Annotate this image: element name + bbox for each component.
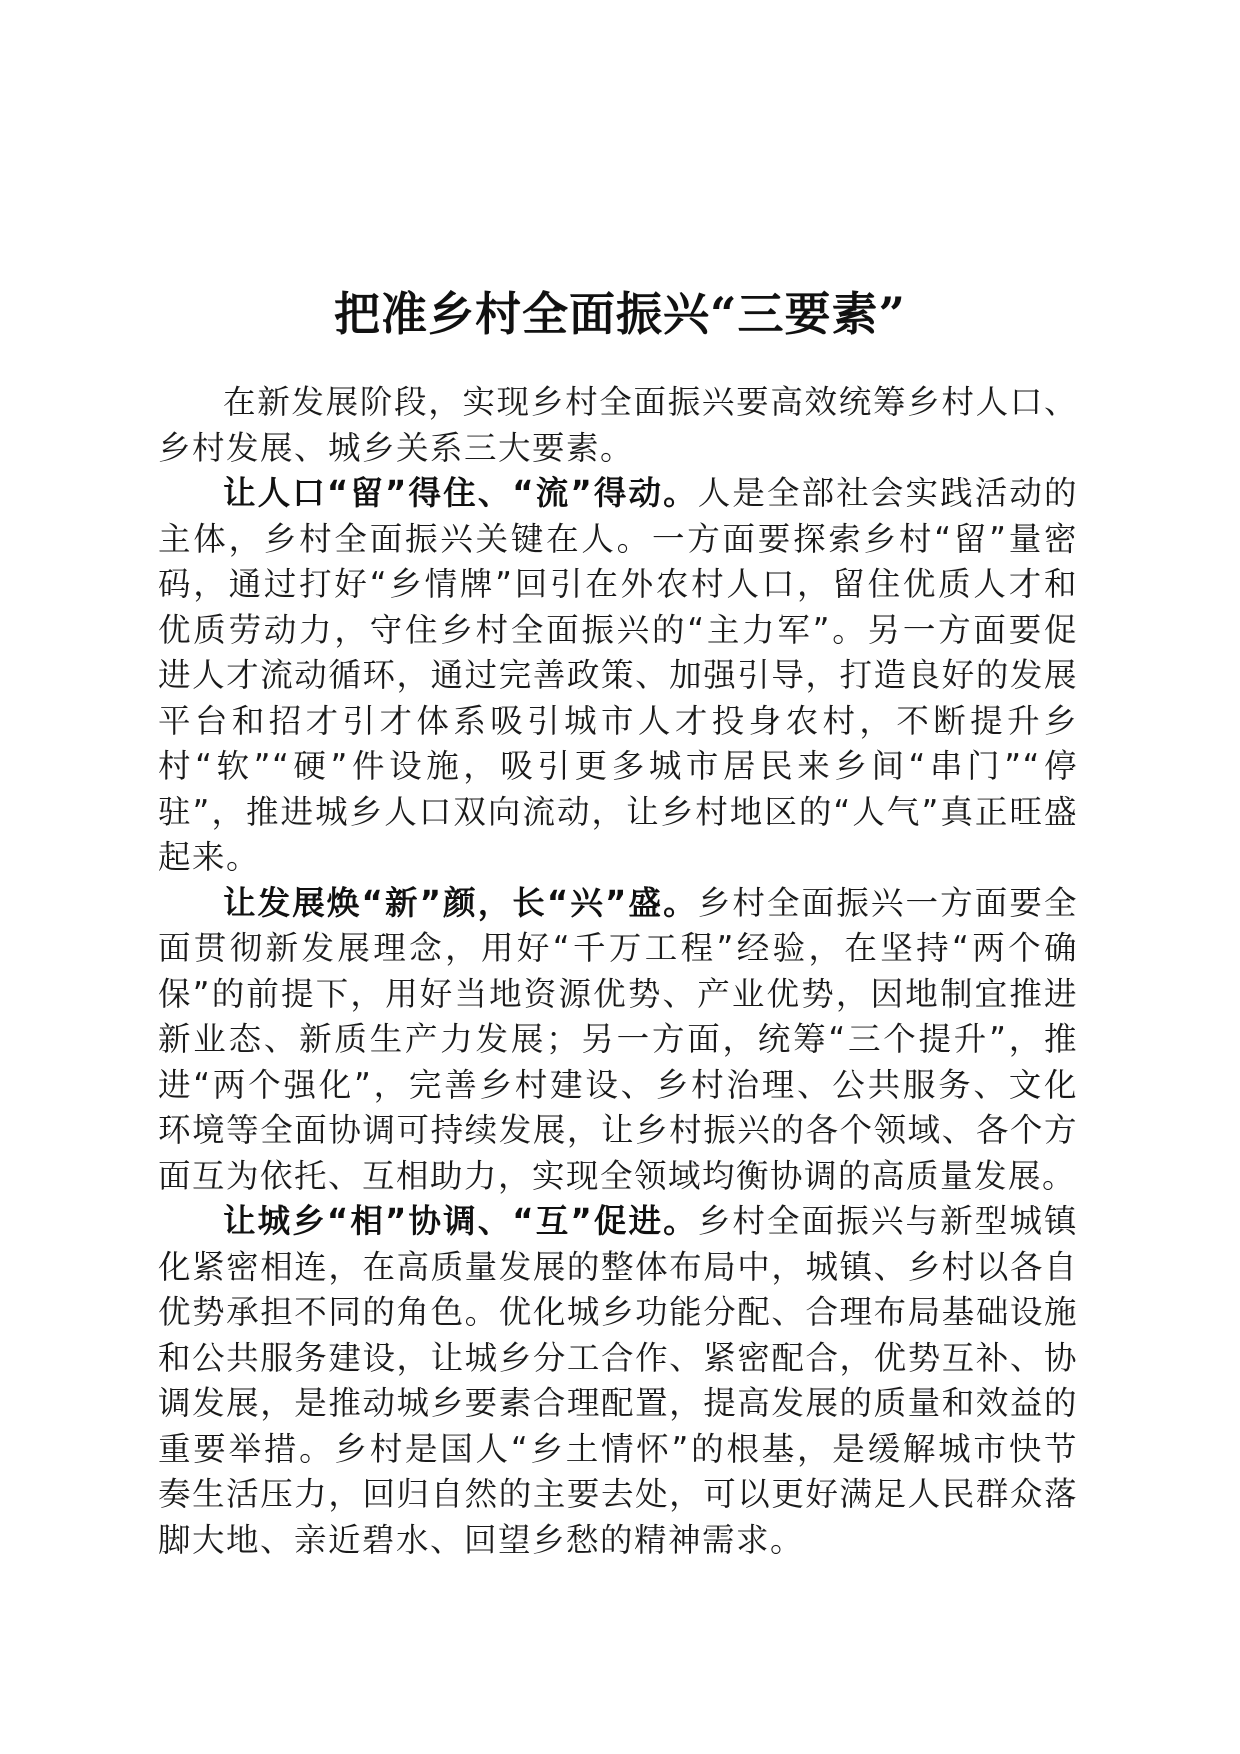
section-text-urban-rural: 乡村全面振兴与新型城镇化紧密相连，在高质量发展的整体布局中，城镇、乡村以各自优势承担不同的角色。优化城乡功能分配、合理布局基础设施和公共服务建设，让城乡分工合作、紧密配合，优势互补、协调发展，是推动城乡要素合理配置，提高发展的质量和效益的重要举措。乡村是国人“乡土情怀”的根基，是缓解城市快节奏生活压力，回归自然的主要去处，可以更好满足人民群众落脚大地、亲近碧水、回望乡愁的精神需求。 bbox=[158, 1202, 1078, 1559]
section-paragraph-urban-rural bbox=[158, 1199, 1078, 1563]
document-title: 把准乡村全面振兴“三要素” bbox=[334, 286, 906, 341]
intro-paragraph: 在新发展阶段，实现乡村全面振兴要高效统筹乡村人口、乡村发展、城乡关系三大要素。 bbox=[158, 383, 1078, 467]
section-paragraph-population bbox=[158, 471, 1078, 881]
section-text-population: 人是全部社会实践活动的主体，乡村全面振兴关键在人。一方面要探索乡村“留”量密码，通过打好“乡情牌”回引在外农村人口，留住优质人才和优质劳动力，守住乡村全面振兴的“主力军”。另一方面要促进人才流动循环，通过完善政策、加强引导，打造良好的发展平台和招才引才体系吸引城市人才投身农村，不断提升乡村“软”“硬”件设施，吸引更多城市居民来乡间“串门”“停驻”，推进城乡人口双向流动，让乡村地区的“人气”真正旺盛起来。 bbox=[158, 474, 1078, 876]
section-heading-development: 让发展焕“新”颜，长“兴”盛。 bbox=[223, 883, 698, 922]
section-heading-population: 让人口“留”得住、“流”得动。 bbox=[223, 474, 698, 512]
section-paragraph-development bbox=[158, 881, 1078, 1200]
document-body bbox=[158, 380, 1078, 1563]
section-text-development: 乡村全面振兴一方面要全面贯彻新发展理念，用好“千万工程”经验，在坚持“两个确保”的前提下，用好当地资源优势、产业优势，因地制宜推进新业态、新质生产力发展；另一方面，统筹“三个提升”，推进“两个强化”，完善乡村建设、乡村治理、公共服务、文化环境等全面协调可持续发展，让乡村振兴的各个领域、各个方面互为依托、互相助力，实现全领域均衡协调的高质量发展。 bbox=[158, 883, 1078, 1195]
section-heading-urban-rural: 让城乡“相”协调、“互”促进。 bbox=[223, 1202, 698, 1240]
